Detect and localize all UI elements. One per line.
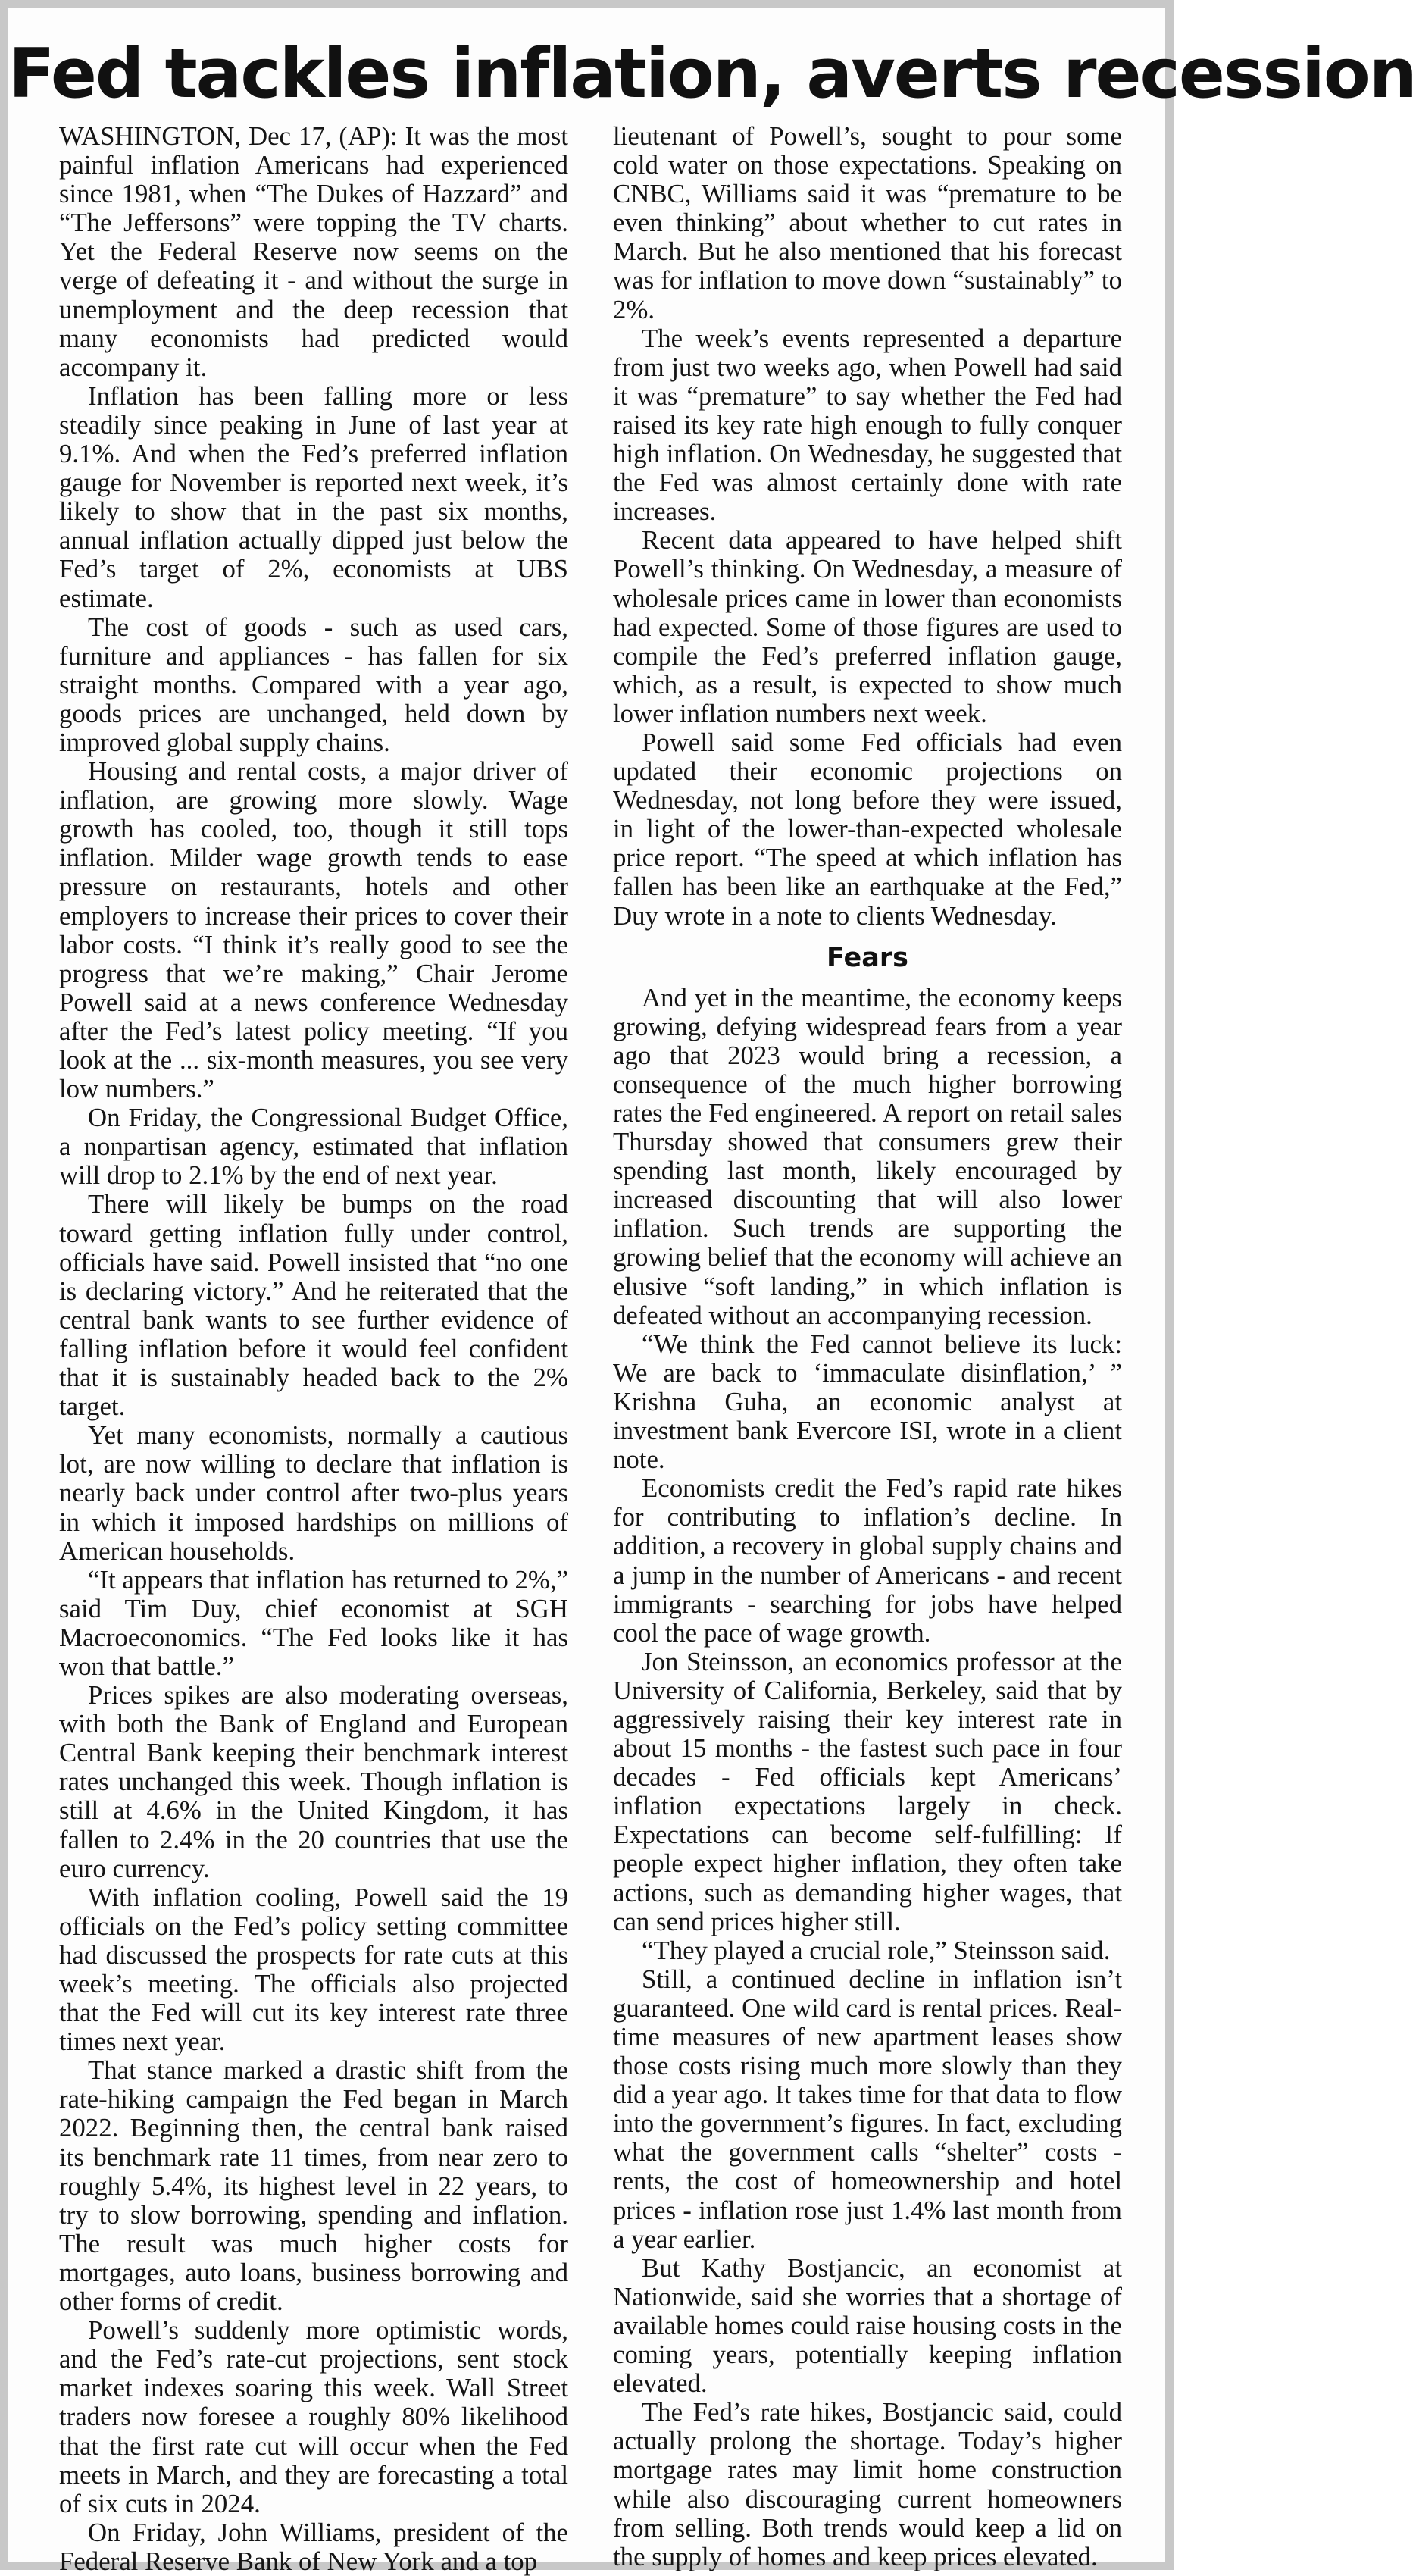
paragraph: With inflation cooling, Powell said the 19 officials on the Fed’s policy setting committee had discussed the prospects for rate cuts at this week’s meeting. The officials also projected that the Fed will cut its key interest rate three times next year. <box>59 1882 568 2057</box>
paragraph: The cost of goods - such as used cars, furniture and appliances - has fallen for six straight months. Compared with a year ago, goods prices are unchanged, held down by improved global supply chains. <box>59 612 568 757</box>
paragraph: Powell’s suddenly more optimistic words, and the Fed’s rate-cut projections, sent stock market indexes soaring this week. Wall Street traders now foresee a roughly 80% likelihood that the first rate cut will occur when the Fed meets in March, and they are forecasting a total of six cuts in 2024. <box>59 2315 568 2518</box>
article-headline: Fed tackles inflation, averts recession <box>8 34 1416 114</box>
paragraph: Inflation has been falling more or less steadily since peaking in June of last year at 9.1%. And when the Fed’s preferred inflation gauge for November is reported next week, it’s likely to show that in the past six months, annual inflation actually dipped just below the Fed’s target of 2%, economists at UBS estimate. <box>59 380 568 613</box>
paragraph: lieutenant of Powell’s, sought to pour some cold water on those expectations. Speaking on CNBC, Williams said it was “premature to be even thinking” about whether to cut rates in March. But he also mentioned that his forecast was for inflation to move down “sustainably” to 2%. <box>613 121 1122 324</box>
paragraph: But Kathy Bostjancic, an economist at Nationwide, said she worries that a shortage of available homes could raise housing costs in the coming years, potentially keeping inflation elevated. <box>613 2252 1122 2399</box>
right-column <box>613 122 1122 2571</box>
left-column <box>59 122 568 2576</box>
paragraph: That stance marked a drastic shift from the rate-hiking campaign the Fed began in March 2022. Beginning then, the central bank raised its benchmark rate 11 times, from near zero to roughly 5.4%, its highest level in 22 years, to try to slow borrowing, spending and inflation. The result was much higher costs for mortgages, auto loans, business borrowing and other forms of credit. <box>59 2055 568 2317</box>
paragraph: Recent data appeared to have helped shift Powell’s thinking. On Wednesday, a measure of wholesale prices came in lower than economists had expected. Some of those figures are used to compile the Fed’s preferred inflation gauge, which, as a result, is expected to show much lower inflation numbers next week. <box>613 525 1122 728</box>
paragraph: Still, a continued decline in inflation isn’t guaranteed. One wild card is rental prices. Real-time measures of new apartment leases show those costs rising much more slowly than they did a year ago. It takes time for that data to flow into the government’s figures. In fact, excluding what the government calls “shelter” costs - rents, the cost of homeownership and hotel prices - inflation rose just 1.4% last month from a year earlier. <box>613 1964 1122 2254</box>
paragraph: “They played a crucial role,” Steinsson said. <box>642 1935 1111 1965</box>
paragraph: Housing and rental costs, a major driver of inflation, are growing more slowly. Wage growth has cooled, too, though it still tops inflation. Milder wage growth tends to ease pressure on restaurants, hotels and other employers to increase their prices to cover their labor costs. “I think it’s really good to see the progress that we’re making,” Chair Jerome Powell said at a news conference Wednesday after the Fed’s latest policy meeting. “If you look at the ... six-month measures, you see very low numbers.” <box>59 756 568 1104</box>
paragraph: Jon Steinsson, an economics professor at the University of California, Berkeley, said that by aggressively raising their key interest rate in about 15 months - the fastest such pace in four decades - Fed officials kept Americans’ inflation expectations largely in check. Expectations can become self-fulfilling: If people expect higher inflation, they often take actions, such as demanding higher wages, that can send prices higher still. <box>613 1646 1122 1936</box>
paragraph: And yet in the meantime, the economy keeps growing, defying widespread fears from a year ago that 2023 would bring a recession, a consequence of the much higher borrowing rates the Fed engineered. A report on retail sales Thursday showed that consumers grew their spending last month, likely encouraged by increased discounting that will also lower inflation. Such trends are supporting the growing belief that the economy will achieve an elusive “soft landing,” in which inflation is defeated without an accompanying recession. <box>613 982 1122 1330</box>
paragraph: There will likely be bumps on the road toward getting inflation fully under control, officials have said. Powell insisted that “no one is declaring victory.” And he reiterated that the central bank wants to see further evidence of falling inflation before it would feel confident that it is sustainably headed back to the 2% target. <box>59 1189 568 1422</box>
paragraph: On Friday, John Williams, president of the Federal Reserve Bank of New York and a top <box>59 2517 568 2576</box>
paragraph: On Friday, the Congressional Budget Office, a nonpartisan agency, estimated that inflation will drop to 2.1% by the end of next year. <box>59 1103 568 1191</box>
paragraph: Powell said some Fed officials had even updated their economic projections on Wednesday, not long before they were issued, in light of the lower-than-expected wholesale price report. “The speed at which inflation has fallen has been like an earthquake at the Fed,” Duy wrote in a note to clients Wednesday. <box>613 727 1122 931</box>
section-subhead: Fears <box>827 942 908 973</box>
paragraph: Economists credit the Fed’s rapid rate hikes for contributing to inflation’s decline. In addition, a recovery in global supply chains and a jump in the number of Americans - and recent immigrants - searching for jobs have helped cool the pace of wage growth. <box>613 1473 1122 1648</box>
paragraph: “It appears that inflation has returned to 2%,” said Tim Duy, chief economist at SGH Macroeconomics. “The Fed looks like it has won that battle.” <box>59 1564 568 1681</box>
paragraph: The week’s events represented a departure from just two weeks ago, when Powell had said it was “premature” to say whether the Fed had raised its key rate high enough to fully conquer high inflation. On Wednesday, he suggested that the Fed was almost certainly done with rate increases. <box>613 323 1122 527</box>
paragraph: “We think the Fed cannot believe its luck: We are back to ‘immaculate disinflation,’ ” Krishna Guha, an economic analyst at investment bank Evercore ISI, wrote in a client note. <box>613 1329 1122 1475</box>
paragraph: WASHINGTON, Dec 17, (AP): It was the most painful inflation Americans had experienced since 1981, when “The Dukes of Hazzard” and “The Jeffersons” were topping the TV charts. Yet the Federal Reserve now seems on the verge of defeating it - and without the surge in unemployment and the deep recession that many economists had predicted would accompany it. <box>59 121 568 382</box>
paragraph: The Fed’s rate hikes, Bostjancic said, could actually prolong the shortage. Today’s higher mortgage rates may limit home construction while also discouraging current homeowners from selling. Both trends would keep a lid on the supply of homes and keep prices elevated. <box>613 2397 1122 2571</box>
paragraph: Yet many economists, normally a cautious lot, are now willing to declare that inflation is nearly back under control after two-plus years in which it imposed hardships on millions of American households. <box>59 1420 568 1566</box>
paragraph: Prices spikes are also moderating overseas, with both the Bank of England and European Central Bank keeping their benchmark interest rates unchanged this week. Though inflation is still at 4.6% in the United Kingdom, it has fallen to 2.4% in the 20 countries that use the euro currency. <box>59 1680 568 1883</box>
